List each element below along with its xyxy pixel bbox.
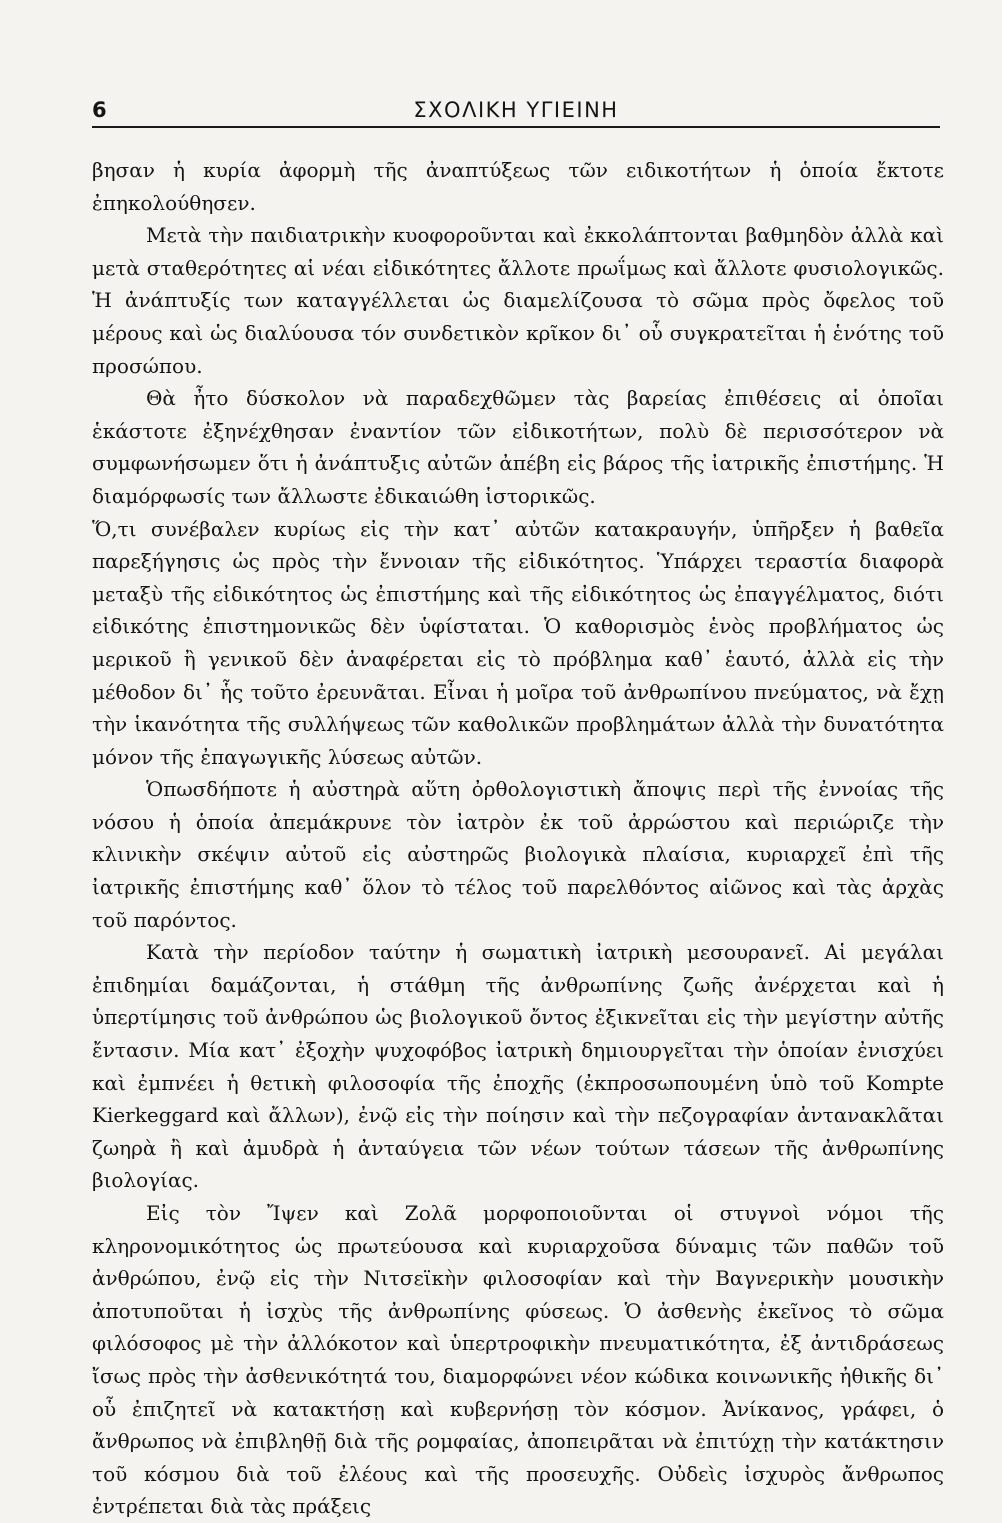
paragraph: Κατὰ τὴν περίοδον ταύτην ἡ σωματικὴ ἰατρικὴ μεσουρανεῖ. Αἱ μεγάλαι ἐπιδημίαι δαμάζονται, ἡ στάθμη τῆς ἀνθρωπίνης ζωῆς ἀνέρχεται καὶ ἡ ὑπερτίμησις τοῦ ἀνθρώπου ὡς βιολογικοῦ ὄντος ἐξικνεῖται εἰς τὴν μεγίστην αὐτῆς ἔντασιν. Μία κατ᾽ ἐξοχὴν ψυχοφόβος ἰατρικὴ δημιουργεῖται τὴν ὁποίαν ἐνισχύει καὶ ἐμπνέει ἡ θετικὴ φιλοσοφία τῆς ἐποχῆς (ἐκπροσωπουμένη ὑπὸ τοῦ Kompte Kierkeggard καὶ ἄλλων), ἐνῷ εἰς τὴν ποίησιν καὶ τὴν πεζογραφίαν ἀντανακλᾶται ζωηρὰ ἢ καὶ ἀμυδρὰ ἡ ἀνταύγεια τῶν νέων τούτων τάσεων τῆς ἀνθρωπίνης βιολογίας. — [92, 940, 944, 1193]
body-text — [92, 154, 944, 1523]
paragraph: βησαν ἡ κυρία ἀφορμὴ τῆς ἀναπτύξεως τῶν ειδικοτήτων ἡ ὁποία ἔκτοτε ἐπηκολούθησεν. — [92, 158, 944, 215]
running-title: ΣΧΟΛΙΚΗ ΥΓΙΕΙΝΗ — [413, 98, 619, 122]
page-number: 6 — [92, 98, 107, 122]
paragraph: Μετὰ τὴν παιδιατρικὴν κυοφοροῦνται καὶ ἐκκολάπτονται βαθμηδὸν ἀλλὰ καὶ μετὰ σταθερότητες αἱ νέαι εἰδικότητες ἄλλοτε πρωΐμως καὶ ἄλλοτε φυσιολογικῶς. Ἡ ἀνάπτυξίς των καταγγέλλεται ὡς διαμελίζουσα τὸ σῶμα πρὸς ὄφελος τοῦ μέρους καὶ ὡς διαλύουσα τόν συνδετικὸν κρῖκον δι᾽ οὗ συγκρατεῖται ἡ ἑνότης τοῦ προσώπου. — [92, 223, 944, 378]
paragraph: Εἰς τὸν Ἴψεν καὶ Ζολᾶ μορφοποιοῦνται οἱ στυγνοὶ νόμοι τῆς κληρονομικότητος ὡς πρωτεύουσα καὶ κυριαρχοῦσα δύναμις τῶν παθῶν τοῦ ἀνθρώπου, ἐνῷ εἰς τὴν Νιτσεϊκὴν φιλοσοφίαν καὶ τὴν Βαγνερικὴν μουσικὴν ἀποτυποῦται ἡ ἰσχὺς τῆς ἀνθρωπίνης φύσεως. Ὁ ἀσθενὴς ἐκεῖνος τὸ σῶμα φιλόσοφος μὲ τὴν ἀλλόκοτον καὶ ὑπερτροφικὴν πνευματικότητα, ἐξ ἀντιδράσεως ἴσως πρὸς τὴν ἀσθενικότητά του, διαμορφώνει νέον κώδικα κοινωνικῆς ἠθικῆς δι᾽ οὗ ἐπιζητεῖ νὰ κατακτήσῃ καὶ κυβερνήσῃ τὸν κόσμον. Ἀνίκανος, γράφει, ὁ ἄνθρωπος νὰ ἐπιβληθῇ διὰ τῆς ρομφαίας, ἀποπειρᾶται νὰ ἐπιτύχῃ τὴν κατάκτησιν τοῦ κόσμου διὰ τοῦ ἐλέους καὶ τῆς προσευχῆς. Οὐδεὶς ἰσχυρὸς ἄνθρωπος ἐντρέπεται διὰ τὰς πράξεις — [92, 1201, 944, 1519]
page-header — [92, 96, 940, 128]
paragraph: Ὁπωσδήποτε ἡ αὐστηρὰ αὕτη ὀρθολογιστικὴ ἄποψις περὶ τῆς ἐννοίας τῆς νόσου ἡ ὁποία ἀπεμάκρυνε τὸν ἰατρὸν ἐκ τοῦ ἀρρώστου καὶ περιώριζε τὴν κλινικὴν σκέψιν αὐτοῦ εἰς αὐστηρῶς βιολογικὰ πλαίσια, κυριαρχεῖ ἐπὶ τῆς ἰατρικῆς ἐπιστήμης καθ᾽ ὅλον τὸ τέλος τοῦ παρελθόντος αἰῶνος καὶ τὰς ἀρχὰς τοῦ παρόντος. — [92, 777, 944, 932]
paragraph: Ὅ,τι συνέβαλεν κυρίως εἰς τὴν κατ᾽ αὐτῶν κατακραυγήν, ὑπῆρξεν ἡ βαθεῖα παρεξήγησις ὡς πρὸς τὴν ἔννοιαν τῆς εἰδικότητος. Ὑπάρχει τεραστία διαφορὰ μεταξὺ τῆς εἰδικότητος ὡς ἐπιστήμης καὶ τῆς εἰδικότητος ὡς ἐπαγγέλματος, διότι εἰδικότης ἐπιστημονικῶς δὲν ὑφίσταται. Ὁ καθορισμὸς ἑνὸς προβλήματος ὡς μερικοῦ ἢ γενικοῦ δὲν ἀναφέρεται εἰς τὸ πρόβλημα καθ᾽ ἑαυτό, ἀλλὰ εἰς τὴν μέθοδον δι᾽ ἧς τοῦτο ἐρευνᾶται. Εἶναι ἡ μοῖρα τοῦ ἀνθρωπίνου πνεύματος, νὰ ἔχῃ τὴν ἱκανότητα τῆς συλλήψεως τῶν καθολικῶν προβλημάτων ἀλλὰ τὴν δυνατότητα μόνον τῆς ἐπαγωγικῆς λύσεως αὐτῶν. — [92, 516, 944, 769]
paragraph: Θὰ ἦτο δύσκολον νὰ παραδεχθῶμεν τὰς βαρείας ἐπιθέσεις αἱ ὁποῖαι ἑκάστοτε ἐξηνέχθησαν ἐναντίον τῶν εἰδικοτήτων, πολὺ δὲ περισσότερον νὰ συμφωνήσωμεν ὅτι ἡ ἀνάπτυξις αὐτῶν ἀπέβη εἰς βάρος τῆς ἰατρικῆς ἐπιστήμης. Ἡ διαμόρφωσίς των ἄλλωστε ἐδικαιώθη ἱστορικῶς. — [92, 386, 944, 508]
